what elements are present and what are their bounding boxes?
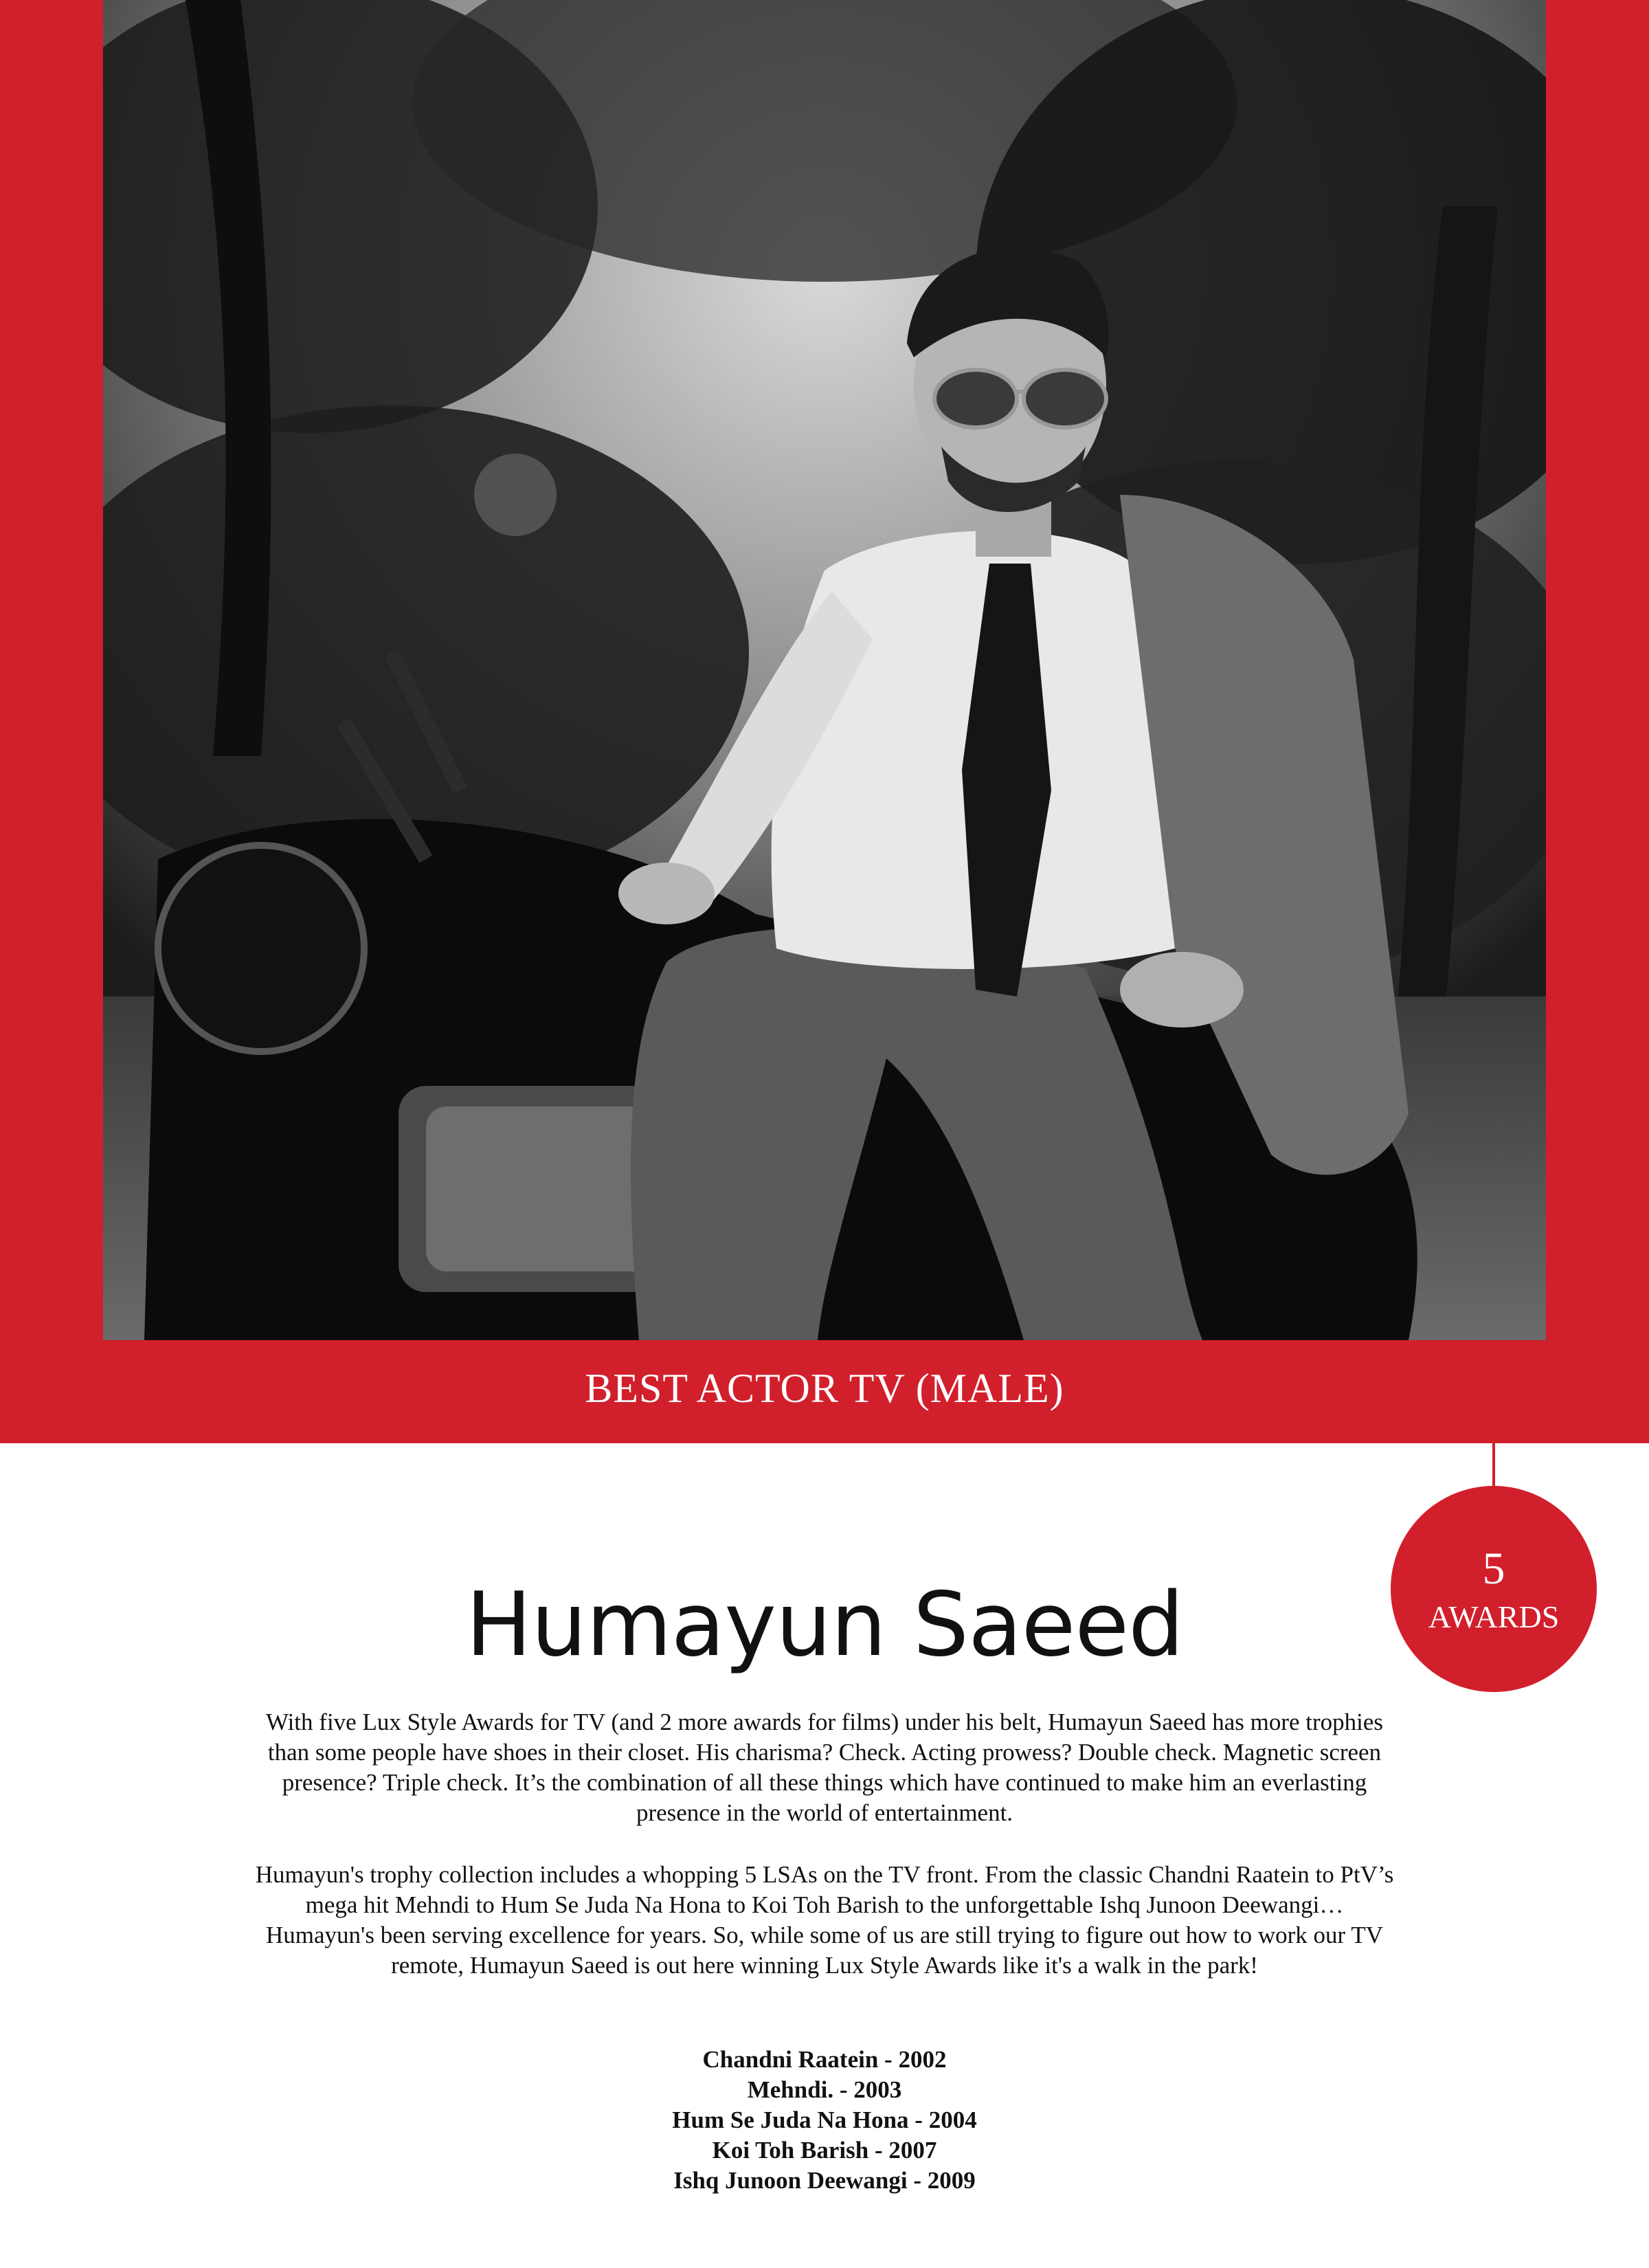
bio-paragraph-2: Humayun's trophy collection includes a whopping 5 LSAs on the TV front. From the classic Chandni Raatein to PtV’s mega hit Mehndi to Hum Se Juda Na Hona to Koi Toh Barish to the unforgettable Ishq Junoon Deewangi… Humayun's been serving excellence for years. So, while some of us are still trying to figure out how to work our TV remote, Humayun Saeed is out here winning Lux Style Awards like it's a walk in the park! [255,1861,1394,1979]
credit-item: Ishq Junoon Deewangi - 2009 [673,2167,976,2194]
credit-item: Hum Se Juda Na Hona - 2004 [672,2106,977,2133]
award-category-title: BEST ACTOR TV (MALE) [585,1366,1064,1411]
credit-item: Koi Toh Barish - 2007 [712,2137,937,2164]
person-name-heading: Humayun Saeed [465,1574,1184,1676]
award-credits-list [0,2045,1649,2196]
award-count: 5 [1482,1544,1505,1594]
badge-connector-line [1492,1443,1495,1487]
portrait-photo [103,0,1546,1340]
award-count-label: AWARDS [1428,1599,1560,1634]
credit-item: Chandni Raatein - 2002 [702,2046,947,2073]
credit-item: Mehndi. - 2003 [747,2076,902,2103]
bio-paragraph-1: With five Lux Style Awards for TV (and 2 more awards for films) under his belt, Humayun Saeed has more trophies than some people have shoes in their closet. His charisma? Check. Acting prowess? Double check. Magnetic screen presence? Triple check. It’s the combination of all these things which have continued to make him an everlasting presence in the world of entertainment. [265,1709,1384,1826]
